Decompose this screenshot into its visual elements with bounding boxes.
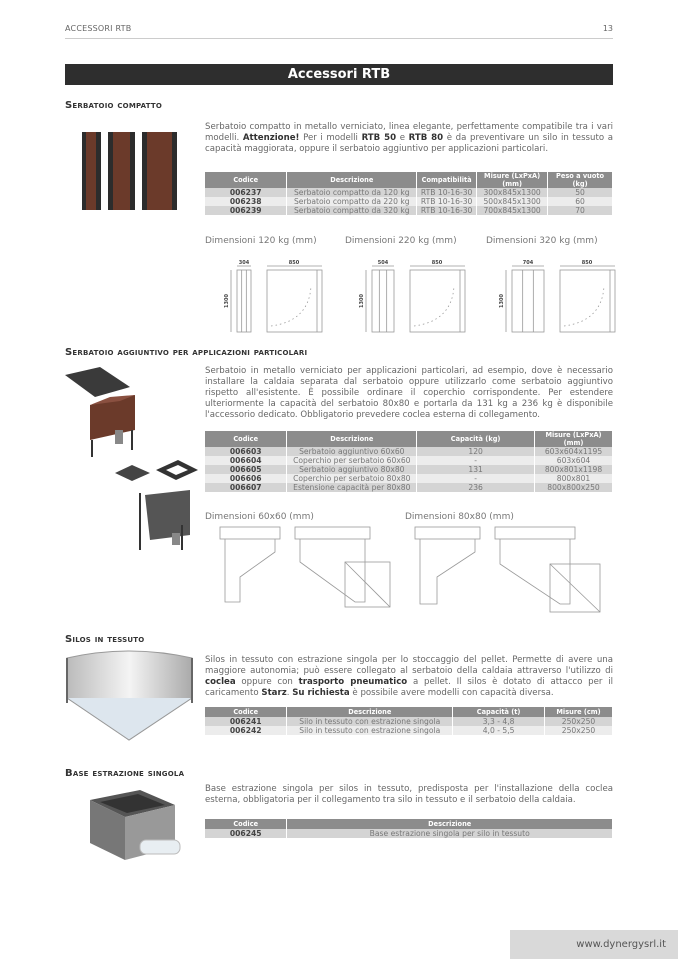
dim-label-120: Dimensioni 120 kg (mm) [205, 236, 317, 246]
product-code: 006603 [205, 447, 287, 456]
base-description: Base estrazione singola per silos in tessuto, predisposta per l'installazione della coclea esterna, obbligatoria per il collegamento tra silo in tessuto e il serbatoio della caldaia. [205, 784, 613, 805]
compatto-description: Serbatoio compatto in metallo verniciato, linea elegante, perfettamente compatibile tra i vari modelli. Attenzione! Per i modelli RTB 50 e RTB 80 è da preventivare un silo in tessuto a capacità maggiorata, oppure il serbatoio aggiuntivo per applicazioni particolari. [205, 122, 613, 154]
table-cell: Coperchio per serbatoio 60x60 [287, 456, 417, 465]
product-code: 006245 [205, 829, 287, 838]
table-cell: 500x845x1300 [477, 197, 548, 206]
product-code: 006242 [205, 726, 287, 735]
compatto-table [205, 172, 613, 215]
table-cell: 60 [548, 197, 613, 206]
column-header: Descrizione [287, 431, 417, 447]
table-cell: 50 [548, 188, 613, 197]
table-cell: 3,3 - 4,8 [453, 717, 545, 726]
column-header: Descrizione [287, 172, 417, 188]
section-heading-silos: Silos in tessuto [65, 634, 145, 645]
table-cell: RTB 10-16-30 [417, 188, 477, 197]
table-row [205, 726, 613, 735]
table-cell: 603x604 [535, 456, 613, 465]
column-header: Capacità (kg) [417, 431, 535, 447]
table-cell: - [417, 456, 535, 465]
table-row [205, 483, 613, 492]
column-header: Peso a vuoto (kg) [548, 172, 613, 188]
section-heading-compatto: Serbatoio compatto [65, 100, 163, 111]
column-header: Compatibilità [417, 172, 477, 188]
table-row [205, 188, 613, 197]
table-cell: Serbatoio compatto da 220 kg [287, 197, 417, 206]
table-row [205, 465, 613, 474]
table-cell: Silo in tessuto con estrazione singola [287, 726, 453, 735]
table-cell: Serbatoio aggiuntivo 60x60 [287, 447, 417, 456]
height-dimension: 1300 [359, 294, 365, 308]
table-cell: Serbatoio compatto da 320 kg [287, 206, 417, 215]
table-row [205, 474, 613, 483]
column-header: Misure (LxPxA) (mm) [535, 431, 613, 447]
table-cell: RTB 10-16-30 [417, 197, 477, 206]
depth-dimension: 850 [288, 260, 300, 266]
page-title: Accessori RTB [65, 64, 613, 85]
additional-tank-dimension-drawings [205, 522, 615, 612]
column-header: Descrizione [287, 819, 613, 829]
product-code: 006607 [205, 483, 287, 492]
height-dimension: 1300 [499, 294, 505, 308]
column-header: Codice [205, 819, 287, 829]
table-cell: Serbatoio aggiuntivo 80x80 [287, 465, 417, 474]
width-dimension: 504 [377, 260, 389, 266]
table-cell: 70 [548, 206, 613, 215]
table-cell: 800x801 [535, 474, 613, 483]
silos-table [205, 707, 613, 735]
table-cell: 236 [417, 483, 535, 492]
product-code: 006239 [205, 206, 287, 215]
product-code: 006604 [205, 456, 287, 465]
table-cell: 250x250 [545, 726, 613, 735]
base-table [205, 819, 613, 838]
table-cell: Silo in tessuto con estrazione singola [287, 717, 453, 726]
width-dimension: 304 [238, 260, 250, 266]
additional-tank-image [60, 365, 200, 550]
table-cell: 800x800x250 [535, 483, 613, 492]
dim-label-220: Dimensioni 220 kg (mm) [345, 236, 457, 246]
table-row [205, 717, 613, 726]
table-header-row [205, 819, 613, 829]
column-header: Misure (cm) [545, 707, 613, 717]
depth-dimension: 850 [431, 260, 443, 266]
table-row [205, 206, 613, 215]
table-cell: 800x801x1198 [535, 465, 613, 474]
section-heading-base: Base estrazione singola [65, 768, 185, 779]
table-cell: Estensione capacità per 80x80 [287, 483, 417, 492]
dim-label-80x80: Dimensioni 80x80 (mm) [405, 512, 514, 522]
footer-website: www.dynergysrl.it [510, 930, 678, 959]
table-cell: Base estrazione singola per silo in tessuto [287, 829, 613, 838]
section-heading-aggiuntivo: Serbatoio aggiuntivo per applicazioni particolari [65, 347, 308, 358]
dim-label-320: Dimensioni 320 kg (mm) [486, 236, 598, 246]
table-header-row [205, 172, 613, 188]
compact-tank-dimension-drawing [500, 256, 620, 336]
aggiuntivo-table [205, 431, 613, 492]
product-code: 006605 [205, 465, 287, 474]
column-header: Codice [205, 172, 287, 188]
fabric-silo-image [62, 648, 197, 743]
header-divider [65, 38, 613, 39]
table-cell: Serbatoio compatto da 120 kg [287, 188, 417, 197]
product-code: 006237 [205, 188, 287, 197]
table-cell: - [417, 474, 535, 483]
page-number: 13 [602, 24, 613, 33]
table-header-row [205, 431, 613, 447]
column-header: Descrizione [287, 707, 453, 717]
running-header: ACCESSORI RTB [65, 24, 132, 33]
depth-dimension: 850 [581, 260, 593, 266]
table-cell: 300x845x1300 [477, 188, 548, 197]
product-code: 006241 [205, 717, 287, 726]
compact-tank-image [80, 130, 180, 212]
table-header-row [205, 707, 613, 717]
width-dimension: 704 [522, 260, 534, 266]
dim-label-60x60: Dimensioni 60x60 (mm) [205, 512, 314, 522]
table-cell: 603x604x1195 [535, 447, 613, 456]
column-header: Capacità (t) [453, 707, 545, 717]
table-cell: 250x250 [545, 717, 613, 726]
table-cell: 120 [417, 447, 535, 456]
table-row [205, 197, 613, 206]
table-row [205, 447, 613, 456]
compact-tank-dimension-drawing [360, 256, 480, 336]
table-cell: 4,0 - 5,5 [453, 726, 545, 735]
column-header: Codice [205, 707, 287, 717]
table-row [205, 829, 613, 838]
table-cell: 700x845x1300 [477, 206, 548, 215]
compact-tank-dimension-drawing [225, 256, 345, 336]
table-row [205, 456, 613, 465]
table-cell: RTB 10-16-30 [417, 206, 477, 215]
table-cell: Coperchio per serbatoio 80x80 [287, 474, 417, 483]
height-dimension: 1300 [224, 294, 230, 308]
silos-description: Silos in tessuto con estrazione singola per lo stoccaggio del pellet. Permette di avere una maggiore autonomia; può essere collegato al serbatoio della caldaia attraverso l'utilizzo di coclea oppure con trasporto pneumatico a pellet. Il silos è dotato di attacco per il caricamento Starz. Su richiesta è possibile avere modelli con capacità diversa. [205, 655, 613, 698]
product-code: 006606 [205, 474, 287, 483]
extraction-base-image [80, 785, 190, 870]
product-code: 006238 [205, 197, 287, 206]
column-header: Codice [205, 431, 287, 447]
table-cell: 131 [417, 465, 535, 474]
column-header: Misure (LxPxA) (mm) [477, 172, 548, 188]
aggiuntivo-description: Serbatoio in metallo verniciato per applicazioni particolari, ad esempio, dove è necessario installare la caldaia separata dal serbatoio oppure utilizzarlo come serbatoio aggiuntivo rispetto all'esistente. È possibile ordinare il coperchio corrispondente. Per estendere ulteriormente la capacità del serbatoio 80x80 e portarla da 131 kg a 236 kg è disponibile l'accessorio dedicato. Obbligatorio prevedere coclea esterna di collegamento. [205, 366, 613, 420]
